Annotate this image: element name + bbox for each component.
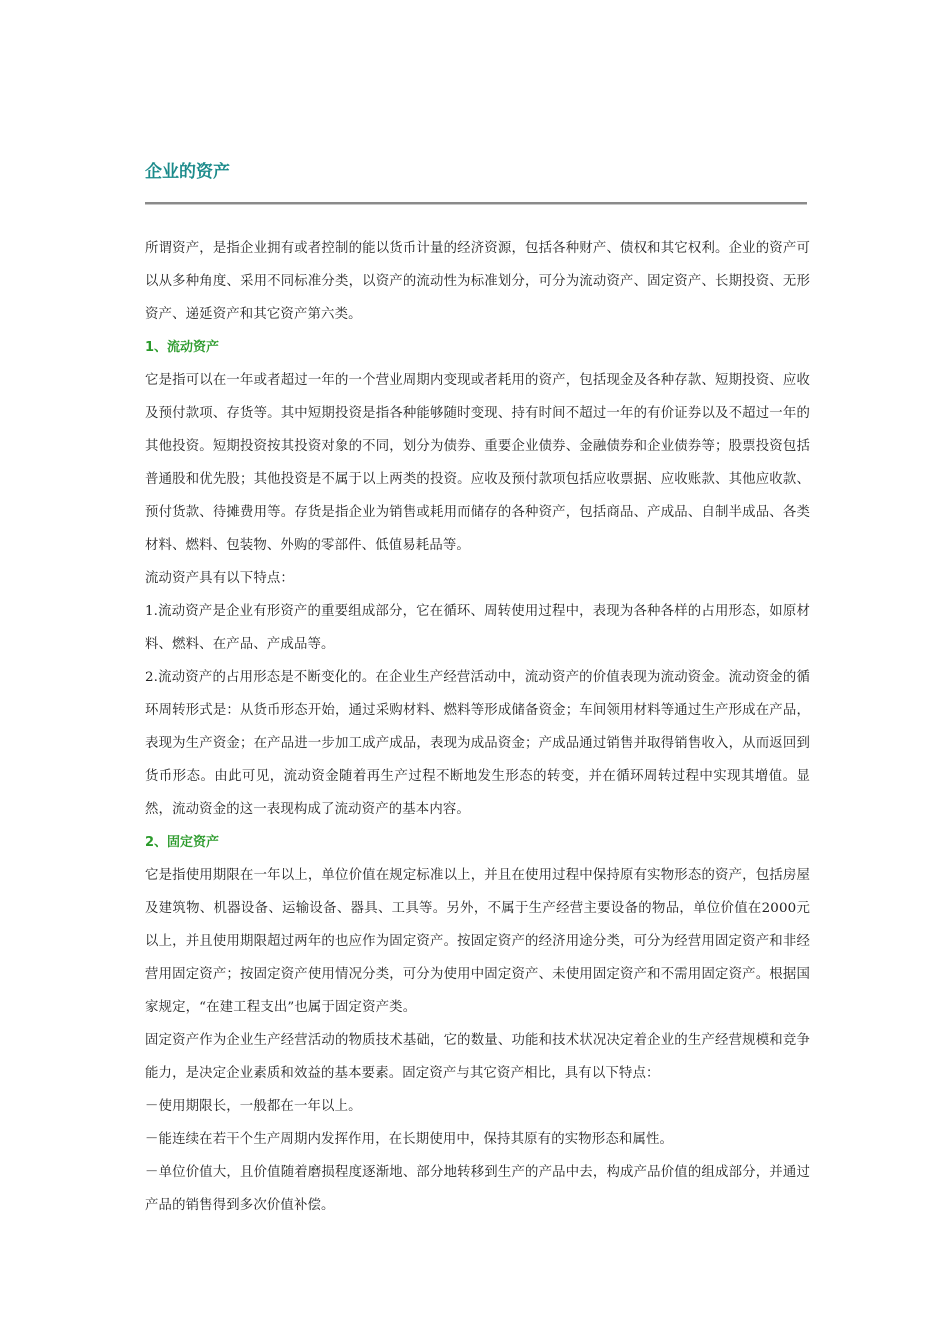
fixed-assets-feature-3: －单位价值大，且价值随着磨损程度逐渐地、部分地转移到生产的产品中去，构成产品价值的组成部分，并通过产品的销售得到多次价值补偿。: [145, 1165, 810, 1213]
current-assets-feature-2: 2.流动资产的占用形态是不断变化的。在企业生产经营活动中，流动资产的价值表现为流动资金。流动资金的循环周转形式是：从货币形态开始，通过采购材料、燃料等形成储备资金；车间领用材料等通过生产形成在产品，表现为生产资金；在产品进一步加工成产成品，表现为成品资金；产成品通过销售并取得销售收入，从而返回到货币形态。由此可见，流动资金随着再生产过程不断地发生形态的转变，并在循环周转过程中实现其增值。显然，流动资金的这一表现构成了流动资产的基本内容。: [145, 670, 810, 817]
title-divider: [145, 202, 807, 205]
fixed-assets-feature-1: －使用期限长，一般都在一年以上。: [145, 1099, 362, 1114]
fixed-assets-features-intro: 固定资产作为企业生产经营活动的物质技术基础，它的数量、功能和技术状况决定着企业的生产经营规模和竞争能力，是决定企业素质和效益的基本要素。固定资产与其它资产相比，具有以下特点：: [145, 1033, 810, 1081]
section-heading-current-assets: 1、流动资产: [145, 340, 220, 355]
document-page: [145, 150, 810, 1222]
current-assets-features-intro: 流动资产具有以下特点：: [145, 571, 294, 586]
fixed-assets-feature-2: －能连续在若干个生产周期内发挥作用，在长期使用中，保持其原有的实物形态和属性。: [145, 1132, 674, 1147]
page-title: 企业的资产: [145, 162, 230, 182]
document-body: [145, 232, 810, 1222]
section-heading-fixed-assets: 2、固定资产: [145, 835, 220, 850]
fixed-assets-definition: 它是指使用期限在一年以上，单位价值在规定标准以上，并且在使用过程中保持原有实物形态的资产，包括房屋及建筑物、机器设备、运输设备、器具、工具等。另外，不属于生产经营主要设备的物品，单位价值在2000元以上，并且使用期限超过两年的也应作为固定资产。按固定资产的经济用途分类，可分为经营用固定资产和非经营用固定资产；按固定资产使用情况分类，可分为使用中固定资产、未使用固定资产和不需用固定资产。根据国家规定，“在建工程支出”也属于固定资产类。: [145, 868, 810, 1015]
current-assets-feature-1: 1.流动资产是企业有形资产的重要组成部分，它在循环、周转使用过程中，表现为各种各样的占用形态，如原材料、燃料、在产品、产成品等。: [145, 604, 810, 652]
current-assets-definition: 它是指可以在一年或者超过一年的一个营业周期内变现或者耗用的资产，包括现金及各种存款、短期投资、应收及预付款项、存货等。其中短期投资是指各种能够随时变现、持有时间不超过一年的有价证券以及不超过一年的其他投资。短期投资按其投资对象的不同，划分为债券、重要企业债券、金融债券和企业债券等；股票投资包括普通股和优先股；其他投资是不属于以上两类的投资。应收及预付款项包括应收票据、应收账款、其他应收款、预付货款、待摊费用等。存货是指企业为销售或耗用而储存的各种资产，包括商品、产成品、自制半成品、各类材料、燃料、包装物、外购的零部件、低值易耗品等。: [145, 373, 810, 553]
intro-paragraph: 所谓资产，是指企业拥有或者控制的能以货币计量的经济资源，包括各种财产、债权和其它权利。企业的资产可以从多种角度、采用不同标准分类，以资产的流动性为标准划分，可分为流动资产、固定资产、长期投资、无形资产、递延资产和其它资产第六类。: [145, 241, 810, 322]
